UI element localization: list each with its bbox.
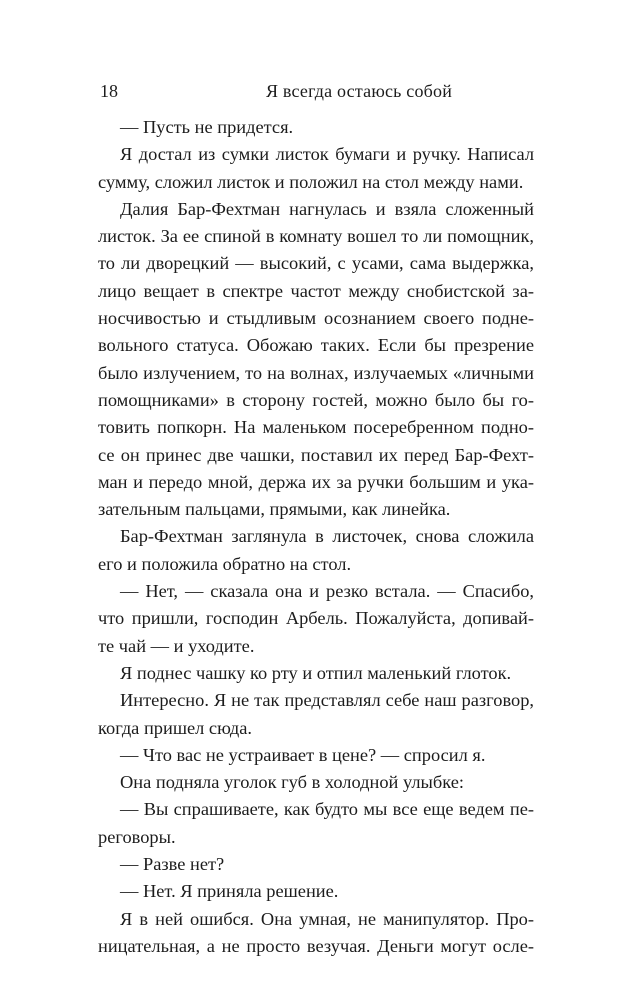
paragraph	[98, 660, 534, 687]
running-head	[98, 78, 534, 114]
text-line: что пришли, господин Арбель. Пожалуйста, допивай-	[98, 608, 534, 629]
text-line: — Нет, — сказала она и резко встала. — Спасибо,	[120, 581, 534, 602]
text-line: реговоры.	[98, 826, 176, 847]
text-line: те чай — и уходите.	[98, 635, 255, 656]
text-line: Я поднес чашку ко рту и отпил маленький глоток.	[120, 662, 512, 683]
text-line: — Вы спрашиваете, как будто мы все еще ведем пе-	[120, 799, 534, 820]
text-line: вольного статуса. Обожаю таких. Если бы презрение	[98, 335, 534, 356]
text-line: сумму, сложил листок и положил на стол между нами.	[98, 171, 524, 192]
text-line: — Разве нет?	[120, 854, 225, 875]
text-line: носчивостью и стыдливым осознанием своего подне-	[98, 308, 534, 329]
text-line: Я достал из сумки листок бумаги и ручку. Написал	[120, 144, 534, 165]
paragraph	[98, 796, 534, 851]
paragraph	[98, 141, 534, 196]
text-line: Далия Бар-Фехтман нагнулась и взяла сложенный	[120, 198, 534, 219]
page-number: 18	[100, 81, 118, 101]
book-page	[98, 78, 534, 960]
text-line: товить попкорн. На маленьком посеребренном подно-	[98, 417, 534, 438]
text-line: когда пришел сюда.	[98, 717, 253, 738]
paragraph	[98, 906, 534, 961]
text-line: зательным пальцами, прямыми, как линейка.	[98, 499, 451, 520]
text-line: Бар-Фехтман заглянула в листочек, снова сложила	[120, 526, 534, 547]
text-line: его и положила обратно на стол.	[98, 553, 352, 574]
paragraph	[98, 878, 534, 905]
text-line: ницательная, а не просто везучая. Деньги могут осле-	[98, 935, 534, 956]
paragraph	[98, 196, 534, 524]
text-line: то ли дворецкий — высокий, с усами, сама выдержка,	[98, 253, 534, 274]
text-line: Она подняла уголок губ в холодной улыбке:	[120, 772, 465, 793]
paragraph	[98, 769, 534, 796]
running-title: Я всегда остаюсь собой	[266, 81, 453, 101]
paragraph	[98, 687, 534, 742]
paragraph	[98, 114, 534, 141]
text-line: Я в ней ошибся. Она умная, не манипулятор. Про-	[120, 908, 534, 929]
text-line: се он принес две чашки, поставил их перед Бар-Фехт-	[98, 444, 534, 465]
text-line: помощниками» в сторону гостей, можно было бы го-	[98, 389, 534, 410]
text-line: было излучением, то на волнах, излучаемых «личными	[98, 362, 534, 383]
paragraph	[98, 742, 534, 769]
paragraph	[98, 851, 534, 878]
text-line: — Что вас не устраивает в цене? — спросил я.	[120, 744, 486, 765]
text-line: Интересно. Я не так представлял себе наш разговор,	[120, 690, 534, 711]
text-line: — Нет. Я приняла решение.	[120, 881, 339, 902]
text-line: лицо вещает в спектре частот между снобистской за-	[98, 280, 534, 301]
body-text	[98, 114, 534, 960]
text-line: ман и передо мной, держа их за ручки большим и ука-	[98, 471, 534, 492]
text-line: — Пусть не придется.	[120, 117, 294, 137]
paragraph	[98, 578, 534, 660]
paragraph	[98, 523, 534, 578]
text-line: листок. За ее спиной в комнату вошел то ли помощник,	[98, 226, 534, 247]
